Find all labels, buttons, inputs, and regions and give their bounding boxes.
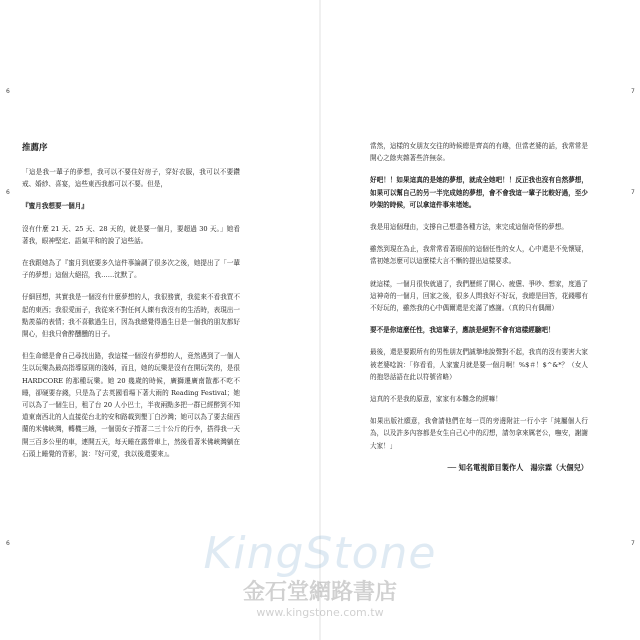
right-paragraph-1: 當然，這樣的女朋友交往的時候總是齊高的有趣，但當老婆的話，我常常是開心之餘夾雜著些許無奈。 [370,142,588,163]
crop-mark-mid-right: 7 [631,189,635,196]
crop-mark-top-right: 7 [631,88,635,95]
crop-mark-bottom-right: 7 [631,540,635,547]
left-paragraph-2: 『蜜月我想要一個月』 [22,202,88,211]
right-paragraph-8: 這真的不是我的原意，家家有本難念的經嘛！ [370,395,502,404]
right-paragraph-5: 就這樣，一個月很快就過了，我們歷經了開心、疲憊、爭吵、想家，度過了這神奇的一個月，回家之後，很多人問我好不好玩，我總是回答，花錢哪有不好玩的，雖然我的心中偶爾還是充滿了感謝。（真的只有偶爾） [370,279,588,313]
left-page-body [22,166,240,460]
page-gutter [319,0,321,640]
left-paragraph-4: 在我跟她為了『蜜月到底要多久這件事論調了很多次之後，她提出了「一輩子的夢想」這個大絕招，我……沈默了。 [22,259,240,280]
left-page [22,140,240,470]
left-paragraph-1: 「這是我一輩子的夢想，我可以不要住好房子，穿好衣服，我可以不要鑽戒、婚紗、喜宴，這些東西我都可以不要。但是， [22,168,240,189]
right-paragraph-4: 雖然到現在為止，我常常看著眼前的這個任性的女人，心中還是不免懷疑，當初她怎麼可以這麼樣大言不慚的提出這樣要求。 [370,245,588,266]
watermark-logo: KingStone [203,528,437,579]
left-paragraph-3: 沒有什麼 21 天、25 天、28 天的，就是要一個月，要超過 30 天。」她看著我，眼神堅定、語氣平和的說了這些話。 [22,224,240,245]
watermark-store-name: 金石堂網路書店 [242,580,397,605]
right-paragraph-3: 我是用這個理由，支撐自己想盡各種方法，來完成這個奇怪的夢想。 [370,223,568,232]
crop-mark-bottom-left: 6 [6,540,10,547]
right-page-body [370,140,588,452]
right-page [370,140,588,474]
preface-heading: 推薦序 [22,143,48,153]
right-paragraph-9: 如果出版社願意，我會請他們在每一頁的旁邊附註一行小字「純屬個人行為，以及許多內容都是女生自己心中的幻想，請勿拿來厲老公，嘸安，謝謝大家！」 [370,417,588,450]
right-paragraph-7: 最後，還是要跟所有的男性朋友們誠摯地說聲對不起，我真的沒有要害大家被老婆唸說：「你看看，人家蜜月就是要一個月啊！%$＃！$^&*？（女人的抱怨話語在此以符號省略） [370,348,588,381]
right-paragraph-2: 好吧！！如果這真的是她的夢想，就成全她吧！！反正我也沒有自然夢想，如果可以幫自己的另一半完成她的夢想，會不會我這一輩子比較好過，至少吵架的時候，可以拿這件事來堵她。 [370,176,588,209]
crop-mark-top-left: 6 [6,88,10,95]
left-paragraph-6: 但生命總是會自己尋找出路，我這樣一個沒有夢想的人，竟然遇到了一個人生以玩樂為最高指導原則的淺姊，而且，她的玩樂是沒有在開玩笑的，是很 HARDCORE 的那種玩樂。她 20 幾歲的時候，廣獅遷廣南散都不吃不睡，卻硬要存錢，只是為了去英國看場下著大雨的 Reading Festival；她可以為了一個生日，租了台 20 人小巴士，半夜兩點多把一群已經醉到不知道東南西北的人直接從台北的安和路載到墾丁白沙灣；她可以為了要去紐西蘭的米佛峽灣，轉機三趟，一個弱女子揹著二三十公斤的行李，搭得我一天開三百多公里的車，連開五天，每天睡在露營車上，然後看著米佛峽灣躺在石頭上睡覺的背影，說：『好可愛，我以後還要來』。 [22,352,240,458]
right-paragraph-6: 要不是你這麼任性，我這輩子，應該是絕對不會有這樣經驗吧！ [370,326,555,335]
watermark-url: www.kingstone.com.tw [256,606,384,619]
crop-mark-mid-left: 6 [6,189,10,196]
author-signature: ── 知名電視節目製作人 湯宗霖（大個兒） [447,462,588,472]
left-paragraph-5: 仔細回想，其實我是一個沒有什麼夢想的人，我很務實，我從來不看我買不起的東西；我很愛面子，我從來不對任何人練有我沒有的生活時，表現出一點羨慕的表情；我不喜歡過生日，因為我總覺得過生日是一個我的朋友都好開心，但我只會醉醺醺的日子。 [22,293,240,339]
